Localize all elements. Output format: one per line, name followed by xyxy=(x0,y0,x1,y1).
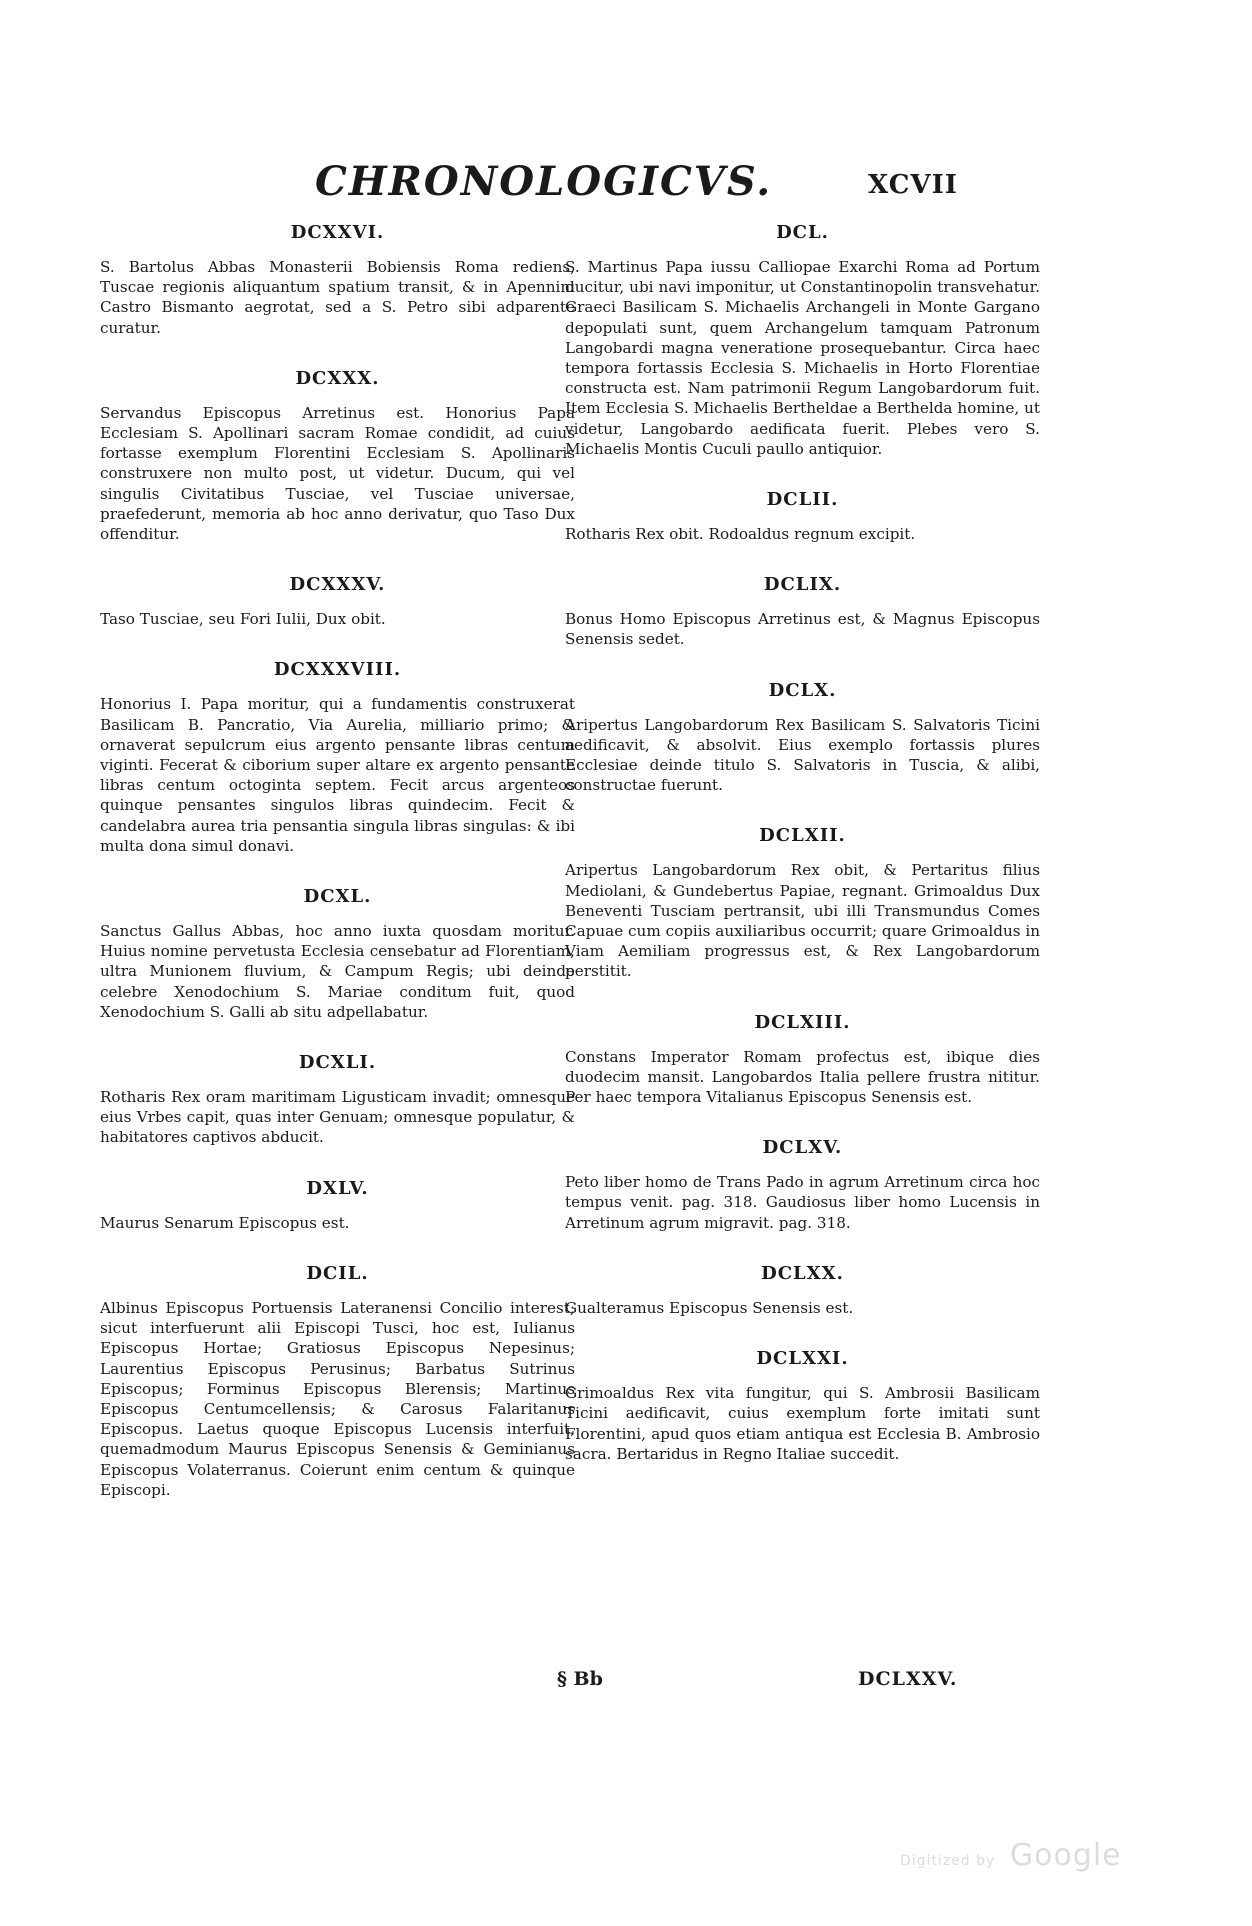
entry-section xyxy=(100,222,575,338)
entry-text: Maurus Senarum Episcopus est. xyxy=(100,1213,350,1232)
page-number: XCVII xyxy=(868,170,958,200)
entry-text: Rotharis Rex obit. Rodoaldus regnum excipit. xyxy=(565,525,916,544)
entry-section xyxy=(100,368,575,544)
entry-text: Honorius I. Papa moritur, qui a fundamentis construxerat Basilicam B. Pancratio, Via Aurelia, milliario primo; & ornaverat sepulcrum eius argento pensante libras centum viginti. Fecerat & ciborium super altare ex argento pensante libras centum octoginta septem. Fecit arcus argenteos quinque pensantes singulos libras quindecim. Fecit & candelabra aurea tria pensantia singula libras singulas: & ibi multa dona simul donavi. xyxy=(100,695,575,855)
entry-section xyxy=(100,1052,575,1148)
entry-text: Taso Tusciae, seu Fori Iulii, Dux obit. xyxy=(100,610,386,629)
entry-text: Bonus Homo Episcopus Arretinus est, & Magnus Episcopus Senensis sedet. xyxy=(565,610,1040,649)
watermark-prefix: Digitized by xyxy=(900,1853,996,1869)
year-heading: DCXL. xyxy=(303,886,372,908)
entry-section xyxy=(100,1263,575,1500)
entry-text: Peto liber homo de Trans Pado in agrum Arretinum circa hoc tempus venit. pag. 318. Gaudiosus liber homo Lucensis in Arretinum agrum migravit. pag. 318. xyxy=(565,1173,1040,1232)
year-heading: DCXXX. xyxy=(295,367,380,389)
entry-text: Grimoaldus Rex vita fungitur, qui S. Ambrosii Basilicam Ticini aedificavit, cuius exemplum forte imitati sunt Florentini, apud quos etiam antiqua est Ecclesia B. Ambrosio sacra. Bertaridus in Regno Italiae succedit. xyxy=(565,1384,1040,1463)
entry-section xyxy=(565,680,1040,796)
entry-section xyxy=(100,659,575,856)
entry-section xyxy=(565,222,1040,459)
year-heading: DCLXV. xyxy=(762,1137,843,1159)
entry-section xyxy=(100,574,575,629)
left-column xyxy=(100,222,575,1530)
year-heading: DCLXIII. xyxy=(754,1011,851,1033)
year-heading: DCL. xyxy=(776,222,829,243)
entry-section xyxy=(100,1178,575,1233)
entry-text: S. Martinus Papa iussu Calliopae Exarchi Roma ad Portum ducitur, ubi navi imponitur, ut Constantinopolin transvehatur. Graeci Basilicam S. Michaelis Archangeli in Monte Gargano depopulati sunt, quem Archangelum tamquam Patronum Langobardi magna veneratione prosequebantur. Circa haec tempora fortassis Ecclesia S. Michaelis in Horto Florentiae constructa est. Nam patrimonii Regum Langobardorum fuit. Item Ecclesia S. Michaelis Bertheldae a Berthelda homine, ut videtur, Langobardo aedificata fuerit. Plebes vero S. Michaelis Montis Cuculi paullo antiquior. xyxy=(565,258,1040,458)
page-title: CHRONOLOGICVS. xyxy=(315,158,773,205)
right-column xyxy=(565,222,1040,1494)
entry-text: Rotharis Rex oram maritimam Ligusticam invadit; omnesque eius Vrbes capit, quas inter Genuam; omnesque populatur, & habitatores captivos abducit. xyxy=(100,1088,575,1147)
entry-text: Sanctus Gallus Abbas, hoc anno iuxta quosdam moritur. Huius nomine pervetusta Ecclesia censebatur ad Florentiam, ultra Munionem fluvium, & Campum Regis; ubi deinde celebre Xenodochium S. Mariae conditum fuit, quod Xenodochium S. Galli ab situ adpellabatur. xyxy=(100,922,575,1021)
entry-section xyxy=(565,574,1040,649)
entry-text: Gualteramus Episcopus Senensis est. xyxy=(565,1298,854,1317)
year-heading: DCLXII. xyxy=(759,825,846,847)
year-heading: DCIL. xyxy=(306,1262,369,1284)
entry-text: Constans Imperator Romam profectus est, ibique dies duodecim mansit. Langobardos Italia pellere frustra nititur. Per haec tempora Vitalianus Episcopus Senensis est. xyxy=(565,1047,1040,1107)
entry-section xyxy=(565,1137,1040,1233)
entry-text: Aripertus Langobardorum Rex obit, & Pertaritus filius Mediolani, & Gundebertus Papiae, regnant. Grimoaldus Dux Beneventi Tusciam pertransit, ubi illi Transmundus Comes Capuae cum copiis auxiliaribus occurrit; quare Grimoaldus in Viam Aemiliam progressus est, & Rex Langobardorum perstitit. xyxy=(565,861,1041,981)
entry-text: Aripertus Langobardorum Rex Basilicam S. Salvatoris Ticini aedificavit, & absolvit. Eius exemplo fortassis plures Ecclesiae deinde titulo S. Salvatoris in Tuscia, & alibi, constructae fuerunt. xyxy=(565,715,1040,795)
year-heading: DCLX. xyxy=(768,679,837,701)
year-heading: DCXXVI. xyxy=(290,222,385,243)
year-heading: DCLIX. xyxy=(763,574,842,596)
catchword: DCLXXV. xyxy=(858,1668,958,1690)
entry-section xyxy=(100,886,575,1022)
watermark-brand: Google xyxy=(1009,1838,1122,1873)
entry-text: Albinus Episcopus Portuensis Lateranensi Concilio interest; sicut interfuerunt alii Episcopi Tusci, hoc est, Iulianus Episcopus Hortae; Gratiosus Episcopus Nepesinus; Laurentius Episcopus Perusinus; Barbatus Sutrinus Episcopus; Forminus Episcopus Blerensis; Martinus Episcopus Centumcellensis; & Carosus Falaritanus Episcopus. Laetus quoque Episcopus Lucensis interfuit, quemadmodum Maurus Episcopus Senensis & Geminianus Episcopus Volaterranus. Coierunt enim centum & quinque Episcopi. xyxy=(100,1298,575,1499)
year-heading: DCLXX. xyxy=(761,1262,844,1284)
entry-section xyxy=(565,1263,1040,1318)
entry-section xyxy=(565,825,1040,981)
entry-text: Servandus Episcopus Arretinus est. Honorius Papa Ecclesiam S. Apollinari sacram Romae condidit, ad cuius fortasse exemplum Florentini Ecclesiam S. Apollinaris construxere non multo post, ut videtur. Ducum, qui vel singulis Civitatibus Tusciae, vel Tusciae universae, praefederunt, memoria ab hoc anno derivatur, quo Taso Dux offenditur. xyxy=(100,403,575,544)
printer-signature: § Bb xyxy=(557,1668,603,1690)
year-heading: DCXXXV. xyxy=(289,574,386,596)
entry-section xyxy=(565,1348,1040,1464)
year-heading: DCXLI. xyxy=(298,1052,377,1074)
year-heading: DCLXXI. xyxy=(756,1348,849,1370)
year-heading: DXLV. xyxy=(306,1177,369,1199)
year-heading: DCLII. xyxy=(766,489,839,511)
entry-text: S. Bartolus Abbas Monasterii Bobiensis Roma rediens, Tuscae regionis aliquantum spatium transit, & in Apennini Castro Bismanto aegrotat, sed a S. Petro sibi adparente curatur. xyxy=(100,258,575,337)
entry-section xyxy=(565,1012,1040,1108)
digitization-watermark xyxy=(900,1838,1122,1873)
year-heading: DCXXXVIII. xyxy=(273,659,402,681)
entry-section xyxy=(565,489,1040,544)
